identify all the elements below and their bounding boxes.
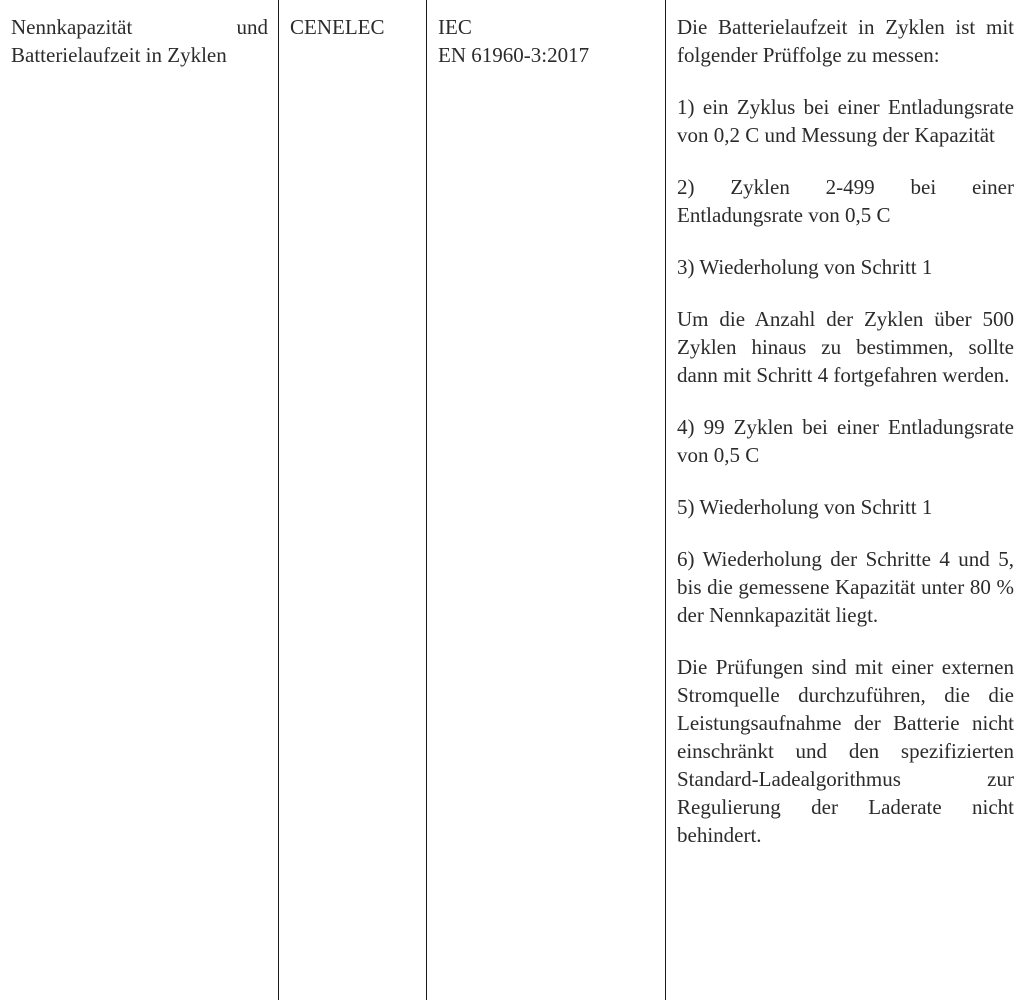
cell-standard bbox=[427, 0, 665, 1000]
description-step-4: 4) 99 Zyklen bei einer Entladungsrate von 0,5 C bbox=[677, 415, 1014, 467]
property-text: Nennkapazität und Batterielaufzeit in Zyklen bbox=[11, 15, 268, 67]
description-test-conditions: Die Prüfungen sind mit einer externen Stromquelle durchzuführen, die die Leistungsaufnahme der Batterie nicht einschränkt und den spezifizierten Standard-Ladealgorithmus zur Regulierung der Laderate nicht behindert. bbox=[677, 655, 1014, 847]
cell-organisation bbox=[279, 0, 426, 1000]
description-continuation-note: Um die Anzahl der Zyklen über 500 Zyklen hinaus zu bestimmen, sollte dann mit Schritt 4 fortgefahren werden. bbox=[677, 307, 1014, 387]
description-step-3: 3) Wiederholung von Schritt 1 bbox=[677, 255, 933, 279]
standard-line-1: IEC bbox=[438, 15, 472, 39]
standard-line-2: EN 61960-3:2017 bbox=[438, 43, 590, 67]
organisation-text: CENELEC bbox=[290, 15, 385, 39]
description-intro: Die Batterielaufzeit in Zyklen ist mit folgender Prüffolge zu messen: bbox=[677, 15, 1014, 67]
description-step-1: 1) ein Zyklus bei einer Entladungsrate von 0,2 C und Messung der Kapazität bbox=[677, 95, 1014, 147]
description-step-6: 6) Wiederholung der Schritte 4 und 5, bis die gemessene Kapazität unter 80 % der Nennkapazität liegt. bbox=[677, 547, 1014, 627]
cell-description bbox=[666, 0, 1024, 1000]
description-step-5: 5) Wiederholung von Schritt 1 bbox=[677, 495, 933, 519]
description-step-2: 2) Zyklen 2-499 bei einer Entladungsrate von 0,5 C bbox=[677, 175, 1014, 227]
cell-property bbox=[0, 0, 278, 1000]
